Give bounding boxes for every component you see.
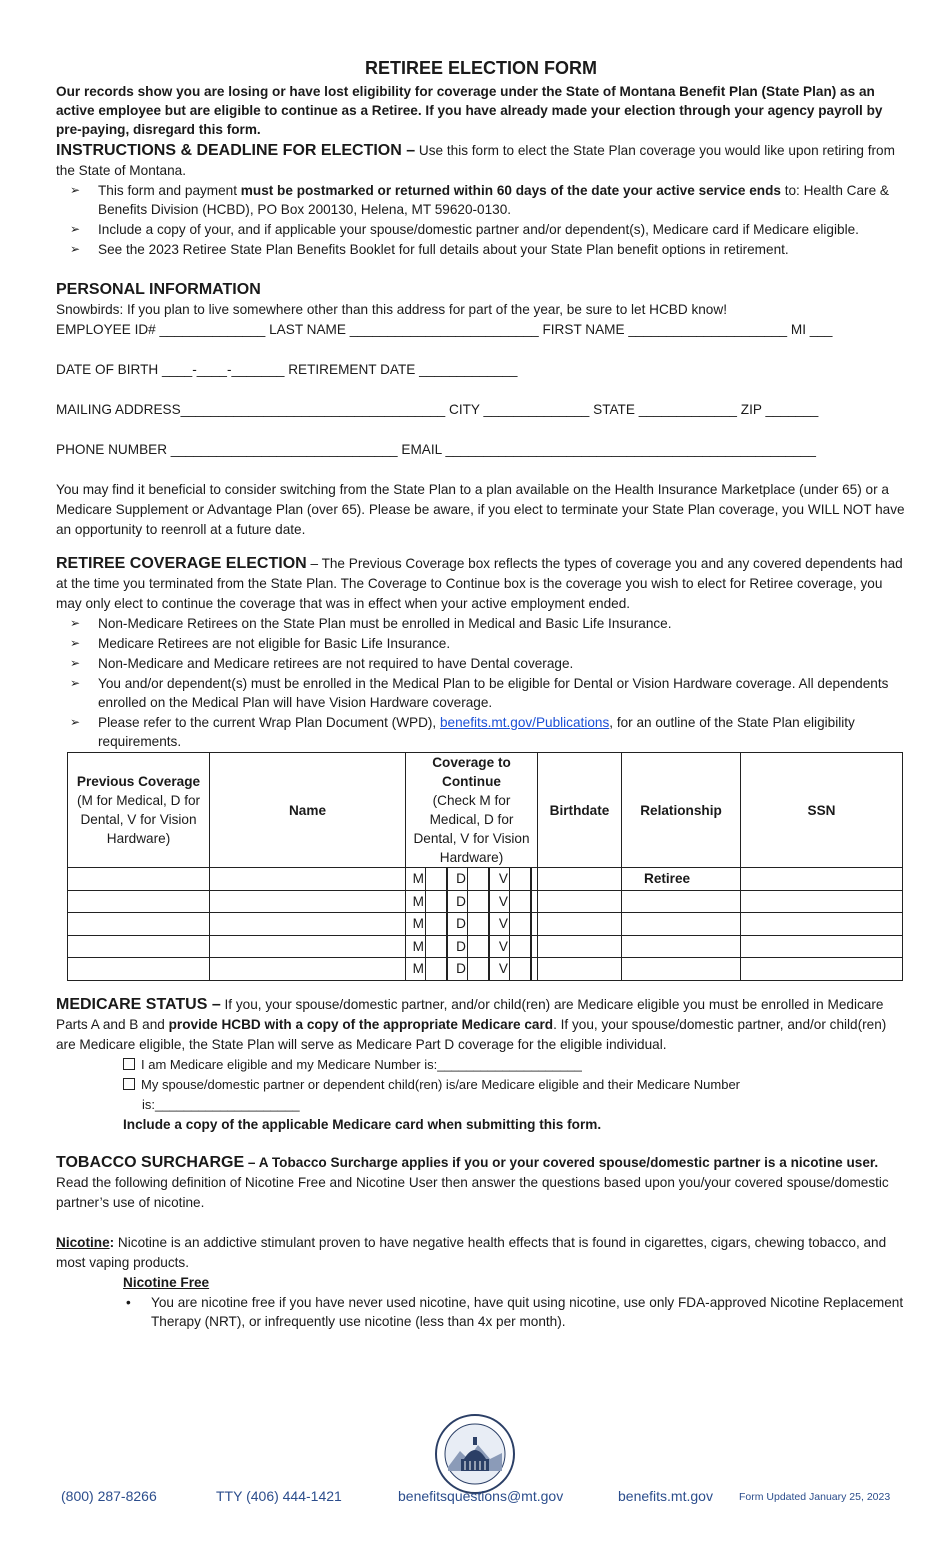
medical-checkbox[interactable] xyxy=(425,936,448,958)
relationship-cell: Retiree xyxy=(622,868,741,891)
form-title: RETIREE ELECTION FORM xyxy=(364,58,597,78)
birthdate-cell[interactable] xyxy=(538,890,622,913)
previous-coverage-cell[interactable] xyxy=(68,958,210,981)
dental-checkbox[interactable] xyxy=(467,868,490,890)
coverage-checkboxes: M D V xyxy=(406,890,538,913)
nicotine-free-heading: Nicotine Free xyxy=(123,1274,210,1290)
coverage-checkboxes: M D V xyxy=(406,958,538,981)
medicare-dependent-option[interactable]: My spouse/domestic partner or dependent child(ren) is/are Medicare eligible and their Medicare Number xyxy=(56,1075,906,1095)
previous-coverage-cell[interactable] xyxy=(68,935,210,958)
relationship-cell[interactable] xyxy=(622,890,741,913)
instructions-text: Use this form to elect the State Plan coverage you would like upon retiring from the State of Montana. xyxy=(56,143,895,178)
relationship-cell[interactable] xyxy=(622,935,741,958)
birth-retirement-line[interactable]: DATE OF BIRTH ____-____-_______ RETIREMENT DATE _____________ xyxy=(56,362,518,377)
coverage-checkboxes: M D V xyxy=(406,868,538,891)
phone-email-line[interactable]: PHONE NUMBER ______________________________ EMAIL _________________________________________________ xyxy=(56,442,816,457)
ssn-cell[interactable] xyxy=(741,868,903,891)
checkbox-icon[interactable] xyxy=(123,1078,135,1090)
name-cell[interactable] xyxy=(210,913,406,936)
birthdate-cell[interactable] xyxy=(538,958,622,981)
ssn-cell[interactable] xyxy=(741,913,903,936)
medicare-self-option[interactable]: I am Medicare eligible and my Medicare Number is:____________________ xyxy=(56,1055,906,1075)
ssn-cell[interactable] xyxy=(741,890,903,913)
medicare-heading: MEDICARE STATUS – xyxy=(56,995,221,1013)
birthdate-cell[interactable] xyxy=(538,935,622,958)
medical-checkbox[interactable] xyxy=(425,958,448,980)
consider-text: You may find it beneficial to consider switching from the State Plan to a plan available on the Health Insurance Marketplace (under 65) or a Medicare Supplement or Advantage Plan (over 65). Please be aware, if you elect to terminate your State Plan coverage, you WILL NOT have an opportunity to reenroll at a future date. xyxy=(56,482,905,537)
medicare-dependent-number[interactable]: is:____________________ xyxy=(142,1096,300,1112)
ssn-cell[interactable] xyxy=(741,958,903,981)
coverage-table xyxy=(67,752,903,981)
tobacco-heading: TOBACCO SURCHARGE xyxy=(56,1153,245,1171)
tobacco-text: Read the following definition of Nicotine Free and Nicotine User then answer the questions based upon you/your covered spouse/domestic partner’s use of nicotine. xyxy=(56,1174,889,1210)
dental-checkbox[interactable] xyxy=(467,913,490,935)
nicotine-definition: Nicotine: Nicotine is an addictive stimulant proven to have negative health effects that is found in cigarettes, cigars, chewing tobacco, and most vaping products. xyxy=(56,1234,887,1270)
nicotine-free-list xyxy=(56,1293,906,1331)
intro-text: Our records show you are losing or have lost eligibility for coverage under the State of Montana Benefit Plan (State Plan) as an active employee but are eligible to continue as a Retiree. If you have already made your election through your agency payroll by pre-paying, disregard this form. xyxy=(56,84,883,137)
coverage-paragraph xyxy=(56,554,906,614)
instructions-list xyxy=(56,181,906,259)
vision-checkbox[interactable] xyxy=(509,891,532,913)
medical-checkbox[interactable] xyxy=(425,868,448,890)
coverage-rule: ➢ Please refer to the current Wrap Plan Document (WPD), benefits.mt.gov/Publications, for an outline of the State Plan eligibility requirements. xyxy=(56,713,906,751)
name-cell[interactable] xyxy=(210,890,406,913)
checkbox-icon[interactable] xyxy=(123,1058,135,1070)
coverage-checkboxes: M D V xyxy=(406,935,538,958)
previous-coverage-cell[interactable] xyxy=(68,868,210,891)
medicare-include-note: Include a copy of the applicable Medicare card when submitting this form. xyxy=(123,1116,602,1132)
birthdate-cell[interactable] xyxy=(538,868,622,891)
medical-checkbox[interactable] xyxy=(425,891,448,913)
coverage-rule: ➢ Medicare Retirees are not eligible for Basic Life Insurance. xyxy=(56,634,906,653)
name-cell[interactable] xyxy=(210,935,406,958)
coverage-heading: RETIREE COVERAGE ELECTION xyxy=(56,555,307,572)
dental-checkbox[interactable] xyxy=(467,936,490,958)
table-row xyxy=(68,935,903,958)
vision-checkbox[interactable] xyxy=(509,913,532,935)
coverage-text: – The Previous Coverage box reflects the types of coverage you and any covered dependents had at the time you terminated from the State Plan. The Coverage to Continue box is the coverage you wish to elect for Retiree coverage, you may only elect to continue the coverage that was in effect when your active employment ended. xyxy=(56,556,903,611)
table-row xyxy=(68,890,903,913)
coverage-rule: ➢ You and/or dependent(s) must be enrolled in the Medical Plan to be eligible for Dental or Vision Hardware coverage. All dependents enrolled on the Medical Plan will have Vision Hardware coverage. xyxy=(56,674,906,712)
dental-checkbox[interactable] xyxy=(467,891,490,913)
footer-phone[interactable]: (800) 287-8266 xyxy=(61,1488,157,1504)
instruction-item: ➢ Include a copy of your, and if applicable your spouse/domestic partner and/or dependent(s), Medicare card if Medicare eligible. xyxy=(56,220,906,239)
instruction-item: ➢ This form and payment must be postmarked or returned within 60 days of the date your active service ends to: Health Care & Benefits Division (HCBD), PO Box 200130, Helena, MT 59620-0130. xyxy=(56,181,906,219)
coverage-list xyxy=(56,614,906,751)
address-line[interactable]: MAILING ADDRESS___________________________________ CITY ______________ STATE _____________ ZIP _______ xyxy=(56,402,819,417)
birthdate-cell[interactable] xyxy=(538,913,622,936)
tobacco-paragraph: TOBACCO SURCHARGE – A Tobacco Surcharge applies if you or your covered spouse/domestic partner is a nicotine user. xyxy=(56,1153,879,1171)
dental-checkbox[interactable] xyxy=(467,958,490,980)
name-cell[interactable] xyxy=(210,868,406,891)
coverage-checkboxes: M D V xyxy=(406,913,538,936)
table-row xyxy=(68,958,903,981)
nicotine-free-item: • You are nicotine free if you have never used nicotine, have quit using nicotine, use only FDA-approved Nicotine Replacement Therapy (NRT), or infrequently use nicotine (less than 4x per month). xyxy=(56,1293,906,1331)
department-seal-logo xyxy=(434,1413,516,1495)
footer-website[interactable]: benefits.mt.gov xyxy=(618,1488,713,1504)
employee-name-line[interactable]: EMPLOYEE ID# ______________ LAST NAME _________________________ FIRST NAME _____________________ MI ___ xyxy=(56,322,833,337)
previous-coverage-cell[interactable] xyxy=(68,890,210,913)
footer xyxy=(0,1486,950,1508)
publications-link[interactable]: benefits.mt.gov/Publications xyxy=(440,715,610,730)
table-row xyxy=(68,868,903,891)
footer-tty[interactable]: TTY (406) 444-1421 xyxy=(216,1488,342,1504)
footer-updated: Form Updated January 25, 2023 xyxy=(739,1491,891,1503)
vision-checkbox[interactable] xyxy=(509,958,532,980)
previous-coverage-cell[interactable] xyxy=(68,913,210,936)
personal-heading: PERSONAL INFORMATION xyxy=(56,281,261,298)
relationship-cell[interactable] xyxy=(622,913,741,936)
footer-email[interactable]: benefitsquestions@mt.gov xyxy=(398,1488,564,1504)
coverage-rule: ➢ Non-Medicare Retirees on the State Plan must be enrolled in Medical and Basic Life Insurance. xyxy=(56,614,906,633)
form-page xyxy=(56,58,906,1331)
vision-checkbox[interactable] xyxy=(509,868,532,890)
table-header-row: Previous Coverage (M for Medical, D for Dental, V for Vision Hardware) Name Coverage to Continue (Check M for Medical, D for Dental, V for Vision Hardware) Birthdate Relationship SSN xyxy=(68,753,903,868)
medicare-paragraph: MEDICARE STATUS – If you, your spouse/domestic partner, and/or child(ren) are Medicare eligible you must be enrolled in Medicare Parts A and B and provide HCBD with a copy of the appropriate Medicare card. If you, your spouse/domestic partner, and/or child(ren) are Medicare eligible, the State Plan will serve as Medicare Part D coverage for the eligible individual. xyxy=(56,995,887,1052)
instructions-heading: INSTRUCTIONS & DEADLINE FOR ELECTION – xyxy=(56,142,416,159)
medical-checkbox[interactable] xyxy=(425,913,448,935)
vision-checkbox[interactable] xyxy=(509,936,532,958)
snowbirds-note: Snowbirds: If you plan to live somewhere other than this address for part of the year, be sure to let HCBD know! xyxy=(56,302,727,317)
coverage-rule: ➢ Non-Medicare and Medicare retirees are not required to have Dental coverage. xyxy=(56,654,906,673)
instructions-paragraph xyxy=(56,141,906,181)
name-cell[interactable] xyxy=(210,958,406,981)
instruction-item: ➢ See the 2023 Retiree State Plan Benefits Booklet for full details about your State Plan benefit options in retirement. xyxy=(56,240,906,259)
relationship-cell[interactable] xyxy=(622,958,741,981)
ssn-cell[interactable] xyxy=(741,935,903,958)
table-row xyxy=(68,913,903,936)
